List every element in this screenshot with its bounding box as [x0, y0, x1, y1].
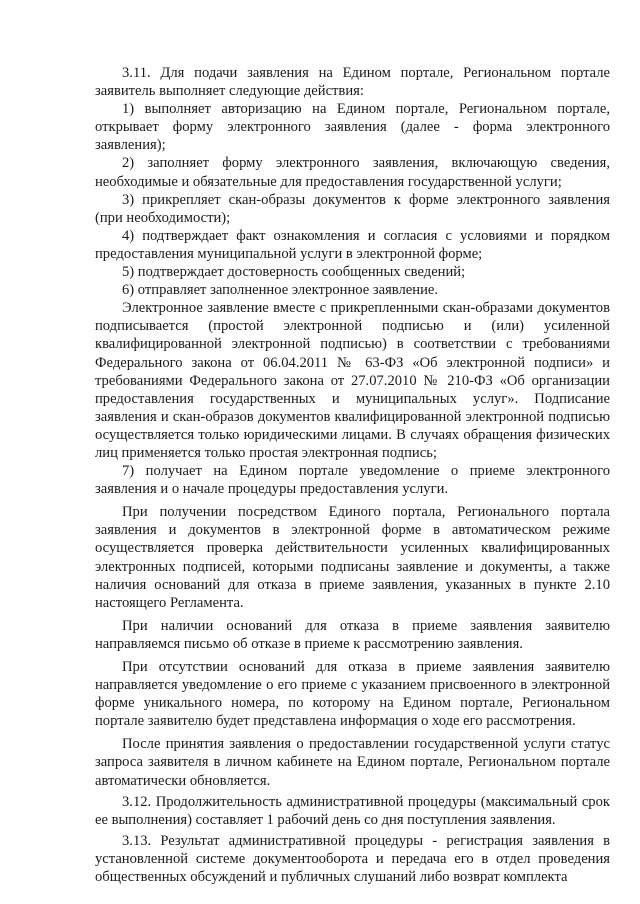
paragraph-3-13: 3.13. Результат административной процедуры - регистрация заявления в установленной системе документооборота и передача его в отдел проведения общественных обсуждений и публичных слушаний либо возврат комплекта — [95, 832, 610, 886]
paragraph-status: После принятия заявления о предоставлении государственной услуги статус запроса заявителя в личном кабинете на Едином портале, Региональном портале автоматически обновляется. — [95, 736, 610, 789]
paragraph-3-11: 3.11. Для подачи заявления на Едином портале, Региональном портале заявитель выполняет следующие действия: — [95, 65, 610, 100]
list-item-2: 2) заполняет форму электронного заявления, включающую сведения, необходимые и обязательные для предоставления государственной услуги; — [95, 155, 610, 190]
paragraph-verification: При получении посредством Единого портала, Регионального портала заявления и документов в электронной форме в автоматическом режиме осуществляется проверка действительности усиленных квалифицированных электронных подписей, которыми подписаны заявление и документы, а также наличия оснований для отказа в приеме заявления, указанных в пункте 2.10 настоящего Регламента. — [95, 504, 610, 611]
paragraph-signature: Электронное заявление вместе с прикрепленными скан-образами документов подписывается (простой электронной подписью и (или) усиленной квалифицированной электронной подписью) в соответствии с требованиями Федерального закона от 06.04.2011 № 63-ФЗ «Об электронной подписи» и требованиями Федерального закона от 27.07.2010 № 210-ФЗ «Об организации предоставления государственных и муниципальных услуг». Подписание заявления и скан-образов документов квалифицированной электронной подписью осуществляется только юридическими лицами. В случаях обращения физических лиц применяется только простая электронная подпись; — [95, 300, 610, 461]
list-item-3: 3) прикрепляет скан-образы документов к форме электронного заявления (при необходимости); — [95, 191, 610, 226]
list-item-4: 4) подтверждает факт ознакомления и согласия с условиями и порядком предоставления муниципальной услуги в электронной форме; — [95, 227, 610, 262]
document-page — [95, 64, 610, 886]
paragraph-refusal: При наличии оснований для отказа в приеме заявления заявителю направляемся письмо об отказе в приеме к рассмотрению заявления. — [95, 617, 610, 652]
list-item-1: 1) выполняет авторизацию на Едином портале, Региональном портале, открывает форму электронного заявления (далее - форма электронного заявления); — [95, 101, 610, 154]
paragraph-notification: При отсутствии оснований для отказа в приеме заявления заявителю направляется уведомление о его приеме с указанием присвоенного в электронной форме уникального номера, по которому на Едином портале, Региональном портале заявителю будет представлена информация о ходе его рассмотрения. — [95, 659, 610, 730]
paragraph-3-12: 3.12. Продолжительность административной процедуры (максимальный срок ее выполнения) составляет 1 рабочий день со дня поступления заявления. — [95, 793, 610, 828]
list-item-6: 6) отправляет заполненное электронное заявление. — [122, 282, 439, 299]
list-item-7: 7) получает на Едином портале уведомление о приеме электронного заявления и о начале процедуры предоставления услуги. — [95, 463, 610, 498]
list-item-5: 5) подтверждает достоверность сообщенных сведений; — [122, 264, 466, 281]
